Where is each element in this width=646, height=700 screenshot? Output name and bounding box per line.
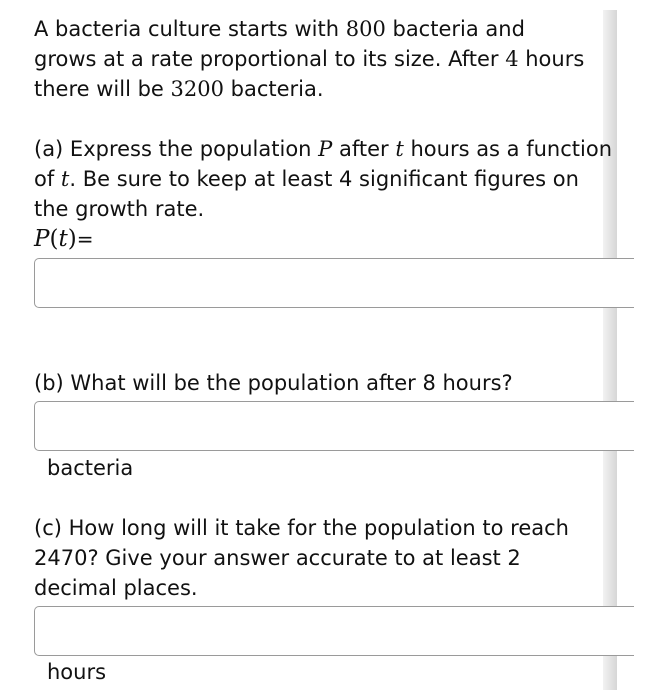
answer-input-a[interactable] [34, 258, 634, 308]
unit-label-hours: hours [47, 660, 107, 684]
final-count: 3200 [170, 77, 224, 101]
problem-content [34, 14, 614, 687]
part-c-question: (c) How long will it take for the population to reach 2470? Give your answer accurate to at least 2 decimal places. [34, 516, 569, 600]
function-arg: t [58, 226, 68, 252]
answer-input-c[interactable] [34, 606, 634, 656]
equals-sign: = [76, 227, 94, 251]
part-a-text: after [332, 137, 396, 161]
variable-p: P [318, 137, 333, 161]
part-a-text: . Be sure to keep at least 4 significant figures on the growth rate. [34, 167, 579, 221]
function-paren: ( [49, 226, 59, 252]
variable-t: t [395, 137, 404, 161]
function-name: P [34, 226, 50, 252]
intro-text: A bacteria culture starts with [34, 17, 346, 41]
hours-count: 4 [505, 47, 519, 71]
initial-count: 800 [345, 17, 386, 41]
intro-text: bacteria and grows at a rate proportional to its size. After [34, 17, 525, 71]
function-paren: ) [67, 226, 77, 252]
part-a-text: (a) Express the population [34, 137, 319, 161]
intro-text: hours there will be [34, 47, 585, 101]
variable-t: t [60, 167, 70, 191]
function-label [34, 224, 614, 254]
answer-input-b[interactable] [34, 401, 634, 451]
intro-text: bacteria. [223, 77, 324, 101]
part-b-question: (b) What will be the population after 8 hours? [34, 371, 513, 395]
part-a-text: hours as a function of [34, 137, 613, 191]
unit-label-bacteria: bacteria [47, 456, 134, 480]
problem-intro [34, 14, 594, 104]
part-a-question [34, 134, 612, 224]
